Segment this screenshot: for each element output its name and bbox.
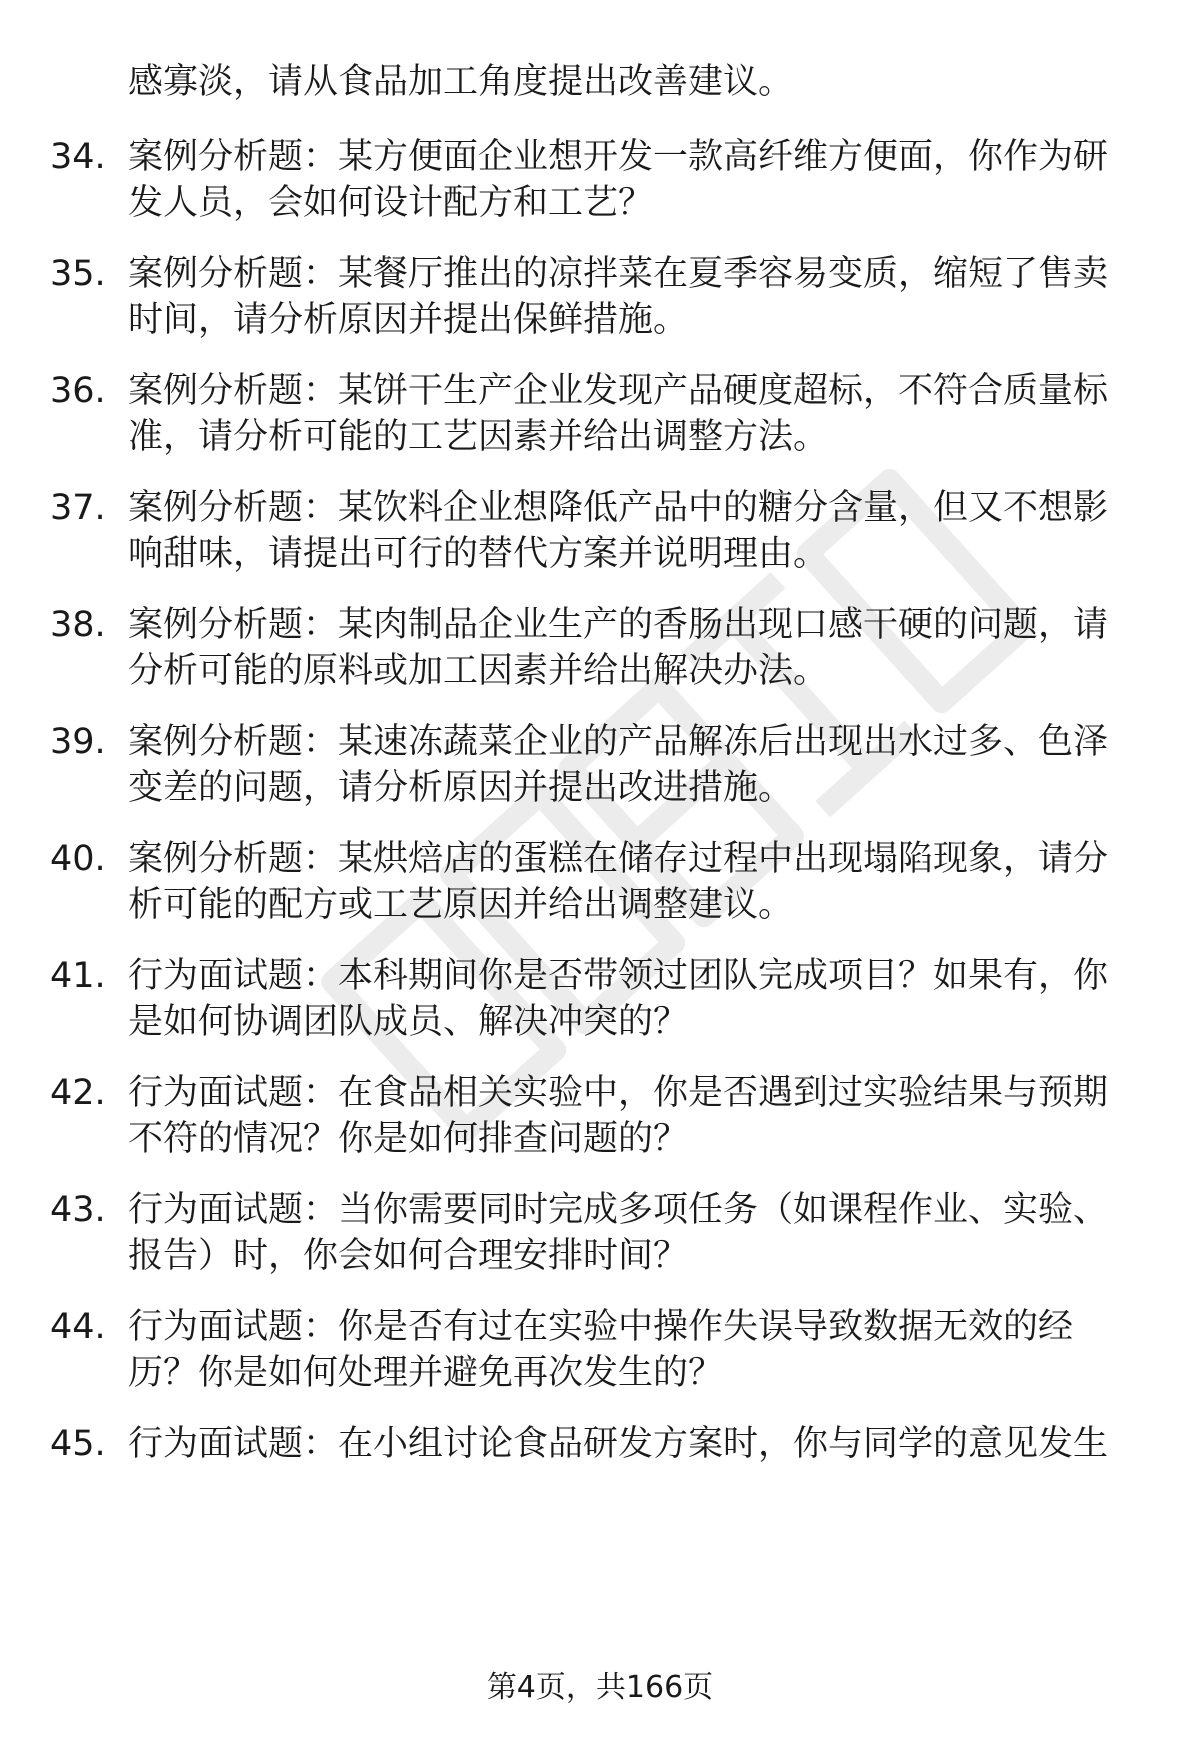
question-text-line: 时间，请分析原因并提出保鲜措施。 <box>128 300 689 340</box>
page-number-footer: 第4页，共166页 <box>486 1670 714 1705</box>
question-text-line: 是如何协调团队成员、解决冲突的？ <box>128 1002 689 1042</box>
question-text-line: 报告）时，你会如何合理安排时间？ <box>128 1236 689 1276</box>
question-text-line: 案例分析题：某餐厅推出的凉拌菜在夏季容易变质，缩短了售卖 <box>128 254 1109 294</box>
question-number: 42. <box>50 1073 106 1113</box>
question-number: 45. <box>50 1424 106 1464</box>
question-number: 39. <box>50 722 106 762</box>
question-text-line: 不符的情况？你是如何排查问题的？ <box>128 1119 689 1159</box>
question-text-line: 响甜味，请提出可行的替代方案并说明理由。 <box>128 534 829 574</box>
question-text-line: 析可能的配方或工艺原因并给出调整建议。 <box>128 885 794 925</box>
question-text-line: 案例分析题：某饮料企业想降低产品中的糖分含量，但又不想影 <box>128 488 1109 528</box>
question-number: 35. <box>50 254 106 294</box>
question-number: 41. <box>50 956 106 996</box>
question-text-line: 分析可能的原料或加工因素并给出解决办法。 <box>128 651 829 691</box>
question-number: 36. <box>50 371 106 411</box>
question-number: 40. <box>50 839 106 879</box>
question-number: 38. <box>50 605 106 645</box>
question-text-line: 行为面试题：本科期间你是否带领过团队完成项目？如果有，你 <box>128 956 1109 996</box>
question-text-line: 变差的问题，请分析原因并提出改进措施。 <box>128 768 794 808</box>
question-text-line: 历？你是如何处理并避免再次发生的？ <box>128 1353 724 1393</box>
question-number: 37. <box>50 488 106 528</box>
question-text-line: 发人员，会如何设计配方和工艺？ <box>128 183 654 223</box>
question-number: 43. <box>50 1190 106 1230</box>
question-text-line: 行为面试题：当你需要同时完成多项任务（如课程作业、实验、 <box>128 1190 1109 1230</box>
question-text-line: 案例分析题：某速冻蔬菜企业的产品解冻后出现出水过多、色泽 <box>128 722 1109 762</box>
question-text-line: 案例分析题：某烘焙店的蛋糕在储存过程中出现塌陷现象，请分 <box>128 839 1109 879</box>
question-number: 44. <box>50 1307 106 1347</box>
question-text-line: 案例分析题：某方便面企业想开发一款高纤维方便面，你作为研 <box>128 137 1109 177</box>
question-text-line: 行为面试题：在食品相关实验中，你是否遇到过实验结果与预期 <box>128 1073 1109 1113</box>
question-text-line: 案例分析题：某饼干生产企业发现产品硬度超标，不符合质量标 <box>128 371 1109 411</box>
question-text-line: 行为面试题：你是否有过在实验中操作失误导致数据无效的经 <box>128 1307 1074 1347</box>
continuation-text: 感寡淡，请从食品加工角度提出改善建议。 <box>128 62 794 102</box>
question-text-line: 案例分析题：某肉制品企业生产的香肠出现口感干硬的问题，请 <box>128 605 1109 645</box>
question-text-line: 准，请分析可能的工艺因素并给出调整方法。 <box>128 417 829 457</box>
question-number: 34. <box>50 137 106 177</box>
question-text-line: 行为面试题：在小组讨论食品研发方案时，你与同学的意见发生 <box>128 1424 1109 1464</box>
